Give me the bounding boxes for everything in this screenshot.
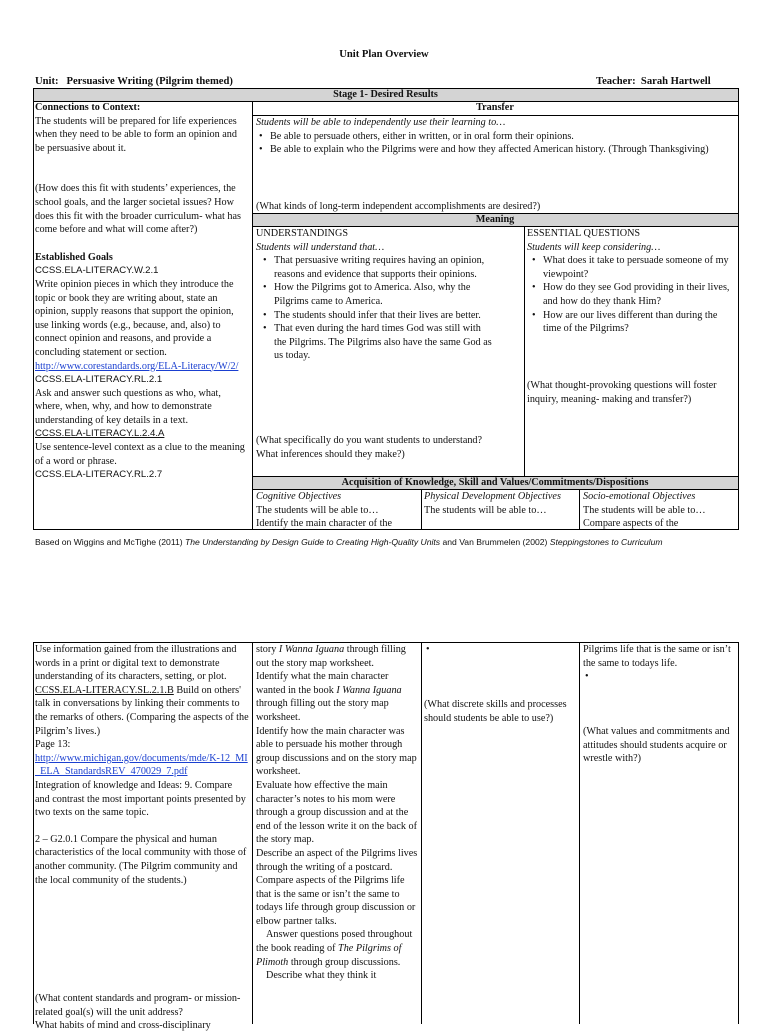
teacher-name: Sarah Hartwell xyxy=(640,76,711,87)
list-item: • How the Pilgrims got to America. Also, why the Pilgrims came to America. xyxy=(274,281,494,308)
unit-label: Unit: xyxy=(35,76,59,87)
table-border-right xyxy=(738,88,739,530)
transfer-lead: Students will be able to independently use their learning to… xyxy=(256,117,506,128)
standards-prompt xyxy=(35,992,249,1033)
page-title: Unit Plan Overview xyxy=(339,49,429,60)
physical-objectives-cell xyxy=(424,490,577,517)
understandings-lead: Students will understand that… xyxy=(256,241,385,253)
understandings-prompt-1: (What specifically do you want students to understand? xyxy=(256,435,483,446)
cognitive-lead: The students will be able to… xyxy=(256,504,379,516)
standard-text: Write opinion pieces in which they introduce the topic or book they are writing about, state an opinion, supply reasons that support the opinion, use linking words (e.g., because, and, also) to connect opinion and reasons, and provide a concluding statement or section. xyxy=(35,278,234,358)
transfer-list xyxy=(256,130,734,157)
standard-code: CCSS.ELA-LITERACY.RL.2.7 xyxy=(35,469,163,481)
established-goals-heading: Established Goals xyxy=(35,251,113,263)
standard-text: Integration of knowledge and Ideas: 9. Compare and contrast the most important points presented by two texts on the same topic. xyxy=(35,779,246,819)
cognitive-objectives-cell xyxy=(256,490,419,531)
standard-text: Use sentence-level context as a clue to the meaning of a word or phrase. xyxy=(35,442,245,467)
understandings-prompt xyxy=(256,434,520,461)
stage1-title: Stage 1- Desired Results xyxy=(333,89,438,100)
objective-item: story I Wanna Iguana through filling out the story map worksheet. xyxy=(256,644,406,669)
socio-objectives-cell xyxy=(583,490,736,531)
cognitive-objectives-list xyxy=(256,643,418,983)
understandings-heading: UNDERSTANDINGS xyxy=(256,228,349,239)
empty-bullet: • xyxy=(585,671,589,683)
table-border-left xyxy=(33,88,34,530)
list-item: • Be able to explain who the Pilgrims were and how they affected American history. (Through Thanksgiving) xyxy=(270,143,734,157)
teacher-label: Teacher: xyxy=(596,76,636,87)
footer-title-1: The Understanding by Design Guide to Creating High-Quality Units xyxy=(185,537,441,547)
table-col-divider xyxy=(579,642,580,1024)
unit-line xyxy=(35,76,233,87)
transfer-header: Transfer xyxy=(476,102,514,113)
physical-prompt: (What discrete skills and processes should students be able to use?) xyxy=(424,699,567,724)
socio-prompt: (What values and commitments and attitudes should students acquire or wrestle with?) xyxy=(583,726,730,765)
standard-code: CCSS.ELA-LITERACY.W.2.1 xyxy=(35,265,159,277)
understandings-prompt-2: What inferences should they make?) xyxy=(256,448,405,460)
table-col-divider xyxy=(421,642,422,1024)
essential-heading: ESSENTIAL QUESTIONS xyxy=(527,228,641,239)
socio-objectives-list xyxy=(583,643,736,684)
standard-text: Use information gained from the illustrations and words in a print or digital text to demonstrate understanding of its characters, setting, or plot. xyxy=(35,644,237,683)
physical-objectives-list xyxy=(424,643,577,657)
physical-heading: Physical Development Objectives xyxy=(424,491,561,502)
standard-code: CCSS.ELA-LITERACY.RL.2.1 xyxy=(35,374,163,386)
teacher-line xyxy=(596,76,711,87)
michigan-standards-link[interactable]: http://www.michigan.gov/documents/mde/K-12_MI_ELA_StandardsREV_470029_7.pdf xyxy=(35,752,248,778)
list-item: • How are our lives different than during the time of the Pilgrims? xyxy=(543,309,734,336)
socio-lead: The students will be able to… xyxy=(583,504,706,516)
table-border-right xyxy=(738,642,739,1024)
table-col-divider xyxy=(524,226,525,476)
table-col-divider xyxy=(252,642,253,1024)
understandings-cell xyxy=(256,227,520,363)
essential-prompt: (What thought-provoking questions will foster inquiry, meaning- making and transfer?) xyxy=(527,380,717,405)
standard-code: CCSS.ELA-LITERACY.SL.2.1.B xyxy=(35,684,174,696)
list-item: • Be able to persuade others, either in written, or in oral form their opinions. xyxy=(270,130,734,144)
objective-item: Identify how the main character was able to persuade his mother through group discussions and on the story map worksheet. xyxy=(256,725,417,778)
list-item: • The students should infer that their lives are better. xyxy=(274,309,494,323)
objective-item: Pilgrims life that is the same or isn’t the same to todays life. xyxy=(583,644,731,669)
table-col-divider xyxy=(579,489,580,530)
list-item: • That even during the hard times God was still with the Pilgrims. The Pilgrims also have the same God as us today. xyxy=(274,322,494,363)
standard-code: CCSS.ELA-LITERACY.L.2.4.A xyxy=(35,428,165,440)
table-col-divider xyxy=(252,101,253,530)
transfer-cell xyxy=(256,116,734,157)
prompt-text: (What content standards and program- or mission-related goal(s) will the unit address? xyxy=(35,993,241,1018)
connections-heading: Connections to Context: xyxy=(35,102,141,113)
list-item: • How do they see God providing in their lives, and how do they thank Him? xyxy=(543,281,734,308)
standard-text: Build on others' talk in conversations by linking their comments to the remarks of others. (Comparing the aspects of the Pilgrim’s lives.) xyxy=(35,684,249,737)
prompt-text: What habits of mind and cross-disciplinary xyxy=(35,1020,211,1032)
footer-title-2: Steppingstones to Curriculum xyxy=(549,537,663,547)
acquisition-header: Acquisition of Knowledge, Skill and Values/Commitments/Dispositions xyxy=(341,477,649,488)
objective-item: Describe what they think it xyxy=(266,970,377,982)
standards-column xyxy=(35,643,249,887)
essential-lead: Students will keep considering… xyxy=(527,241,661,253)
table-col-divider xyxy=(421,489,422,530)
connections-text: The students will be prepared for life experiences when they need to be able to form an opinion and be persuasive about it. xyxy=(35,115,237,154)
list-item: • What does it take to persuade someone of my viewpoint? xyxy=(543,254,734,281)
essential-questions-cell xyxy=(527,227,734,336)
connections-prompt: (How does this fit with students’ experiences, the school goals, and the larger societal issues? How does this fit with the broader curriculum- what has come before and what will come after?) xyxy=(35,183,241,236)
empty-bullet: • xyxy=(426,644,430,655)
cognitive-first: Identify the main character of the xyxy=(256,518,393,530)
objective-item: Answer questions posed throughout the book reading of The Pilgrims of Plimoth through group discussions. xyxy=(256,929,413,968)
transfer-prompt: (What kinds of long-term independent accomplishments are desired?) xyxy=(256,201,541,212)
objective-item: Describe an aspect of the Pilgrims lives through the writing of a postcard. xyxy=(256,847,418,873)
socio-first: Compare aspects of the xyxy=(583,518,679,530)
standard-text: 2 – G2.0.1 Compare the physical and human characteristics of the local community with those of another community. (The Pilgrim community and the local community of the students.) xyxy=(35,833,247,886)
standards-link[interactable]: http://www.corestandards.org/ELA-Literacy/W/2/ xyxy=(35,360,239,372)
cognitive-heading: Cognitive Objectives xyxy=(256,491,342,502)
footer-mid: and Van Brummelen (2002) xyxy=(440,537,550,547)
understandings-list xyxy=(256,254,494,363)
objective-item: Identify what the main character wanted in the book I Wanna Iguana through filling out the story map worksheet. xyxy=(256,671,402,723)
page-reference: Page 13: xyxy=(35,739,71,751)
page-footer xyxy=(35,537,735,548)
connections-column xyxy=(35,101,249,482)
footer-prefix: Based on Wiggins and McTighe (2011) xyxy=(35,537,185,547)
list-item: • That persuasive writing requires having an opinion, reasons and evidence that supports their opinions. xyxy=(274,254,494,281)
objective-item: Compare aspects of the Pilgrims life that is the same or isn’t the same to todays life through group discussion or elbow partner talks. xyxy=(256,875,416,927)
standard-text: Ask and answer such questions as who, what, where, when, why, and how to demonstrate understanding of key details in a text. xyxy=(35,387,221,426)
socio-heading: Socio-emotional Objectives xyxy=(583,491,696,502)
essential-list xyxy=(527,254,734,336)
unit-value: Persuasive Writing (Pilgrim themed) xyxy=(66,76,233,87)
meaning-header: Meaning xyxy=(475,214,515,225)
objective-item: Evaluate how effective the main character’s notes to his mom were through a group discussion and at the end of the lesson write it on the back of the story map. xyxy=(256,779,417,846)
table-border-left xyxy=(33,642,34,1024)
physical-lead: The students will be able to… xyxy=(424,504,547,516)
